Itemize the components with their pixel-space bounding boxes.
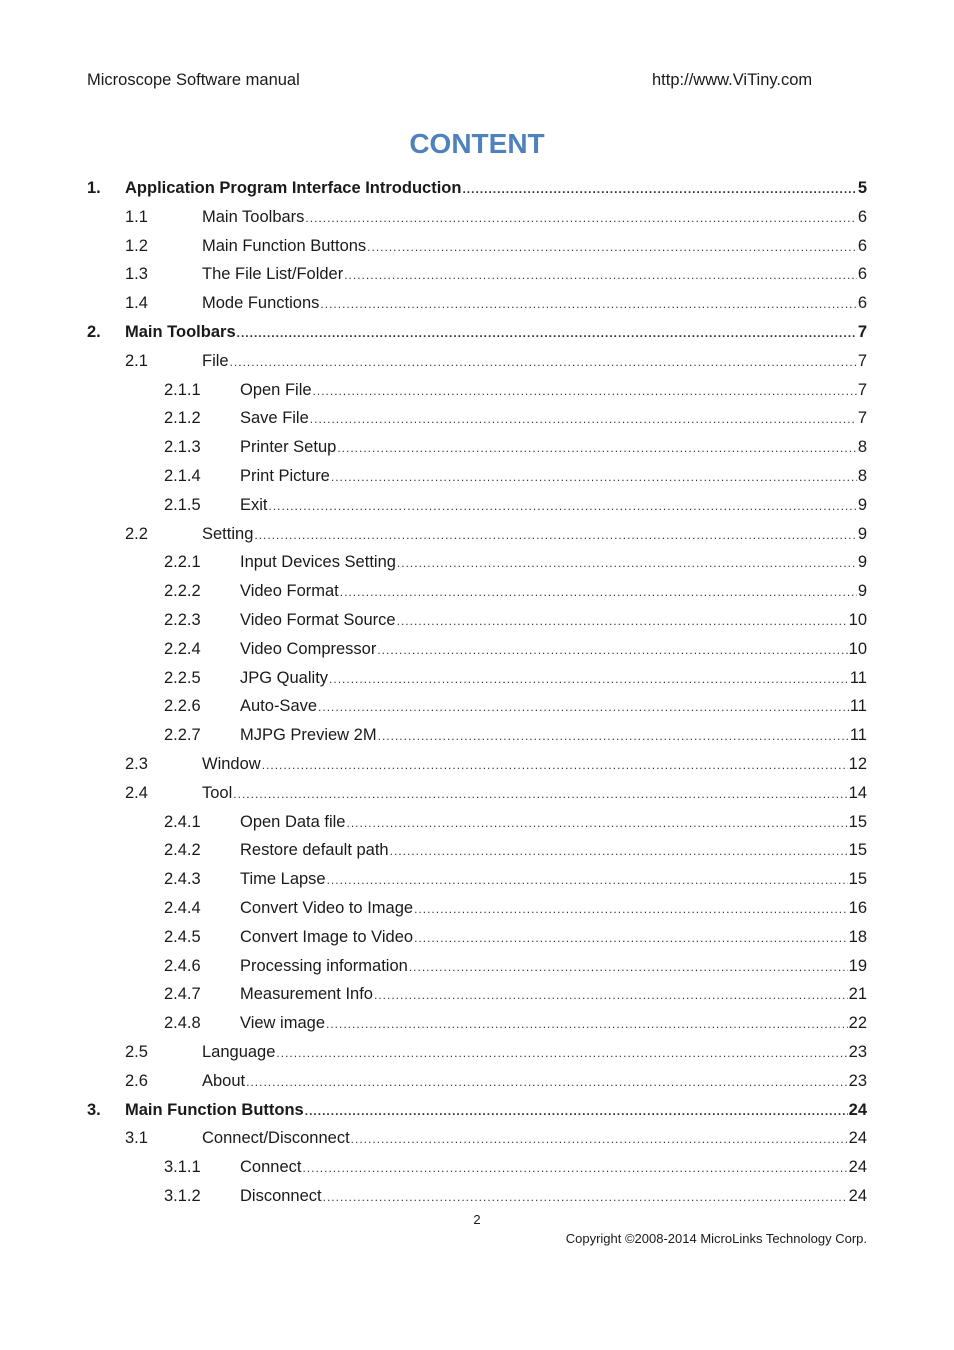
toc-dot-leader <box>276 1039 847 1068</box>
toc-entry-page: 21 <box>848 985 867 1004</box>
toc-entry-title: Time Lapse <box>240 870 326 889</box>
header-document-title: Microscope Software manual <box>87 71 300 89</box>
toc-entry-title: Print Picture <box>240 467 330 485</box>
toc-dot-leader <box>320 290 856 319</box>
toc-dot-leader <box>378 722 849 751</box>
toc-entry-title: Main Toolbars <box>125 323 236 341</box>
toc-dot-leader <box>237 319 857 348</box>
toc-dot-leader <box>340 578 857 607</box>
toc-entry-title: View image <box>240 1014 325 1033</box>
toc-dot-leader <box>246 1068 848 1097</box>
toc-entry-title: MJPG Preview 2M <box>240 726 377 745</box>
copyright-notice: Copyright ©2008-2014 MicroLinks Technology Corp. <box>565 1231 867 1246</box>
toc-dot-leader <box>397 607 848 636</box>
toc-entry-number: 2.6 <box>125 1071 148 1090</box>
toc-entry-number: 2.2.7 <box>164 726 201 745</box>
toc-entry[interactable] <box>0 952 954 981</box>
toc-entry[interactable] <box>0 548 954 577</box>
toc-entry-title: Main Function Buttons <box>125 1100 304 1119</box>
toc-entry-number: 2.3 <box>125 755 148 773</box>
toc-entry[interactable] <box>0 894 954 923</box>
toc-entry-page: 23 <box>848 1043 867 1061</box>
toc-entry-page: 7 <box>857 409 867 428</box>
toc-entry-page: 10 <box>848 611 867 629</box>
toc-dot-leader <box>269 492 857 521</box>
toc-entry-page: 12 <box>848 755 867 773</box>
toc-entry[interactable] <box>0 980 954 1009</box>
toc-entry-page: 11 <box>849 668 867 687</box>
toc-entry-title: Open File <box>240 380 312 399</box>
toc-entry-title: Exit <box>240 495 268 514</box>
toc-entry-title: Language <box>202 1043 276 1061</box>
toc-dot-leader <box>337 434 857 463</box>
toc-entry-number: 1.4 <box>125 294 148 313</box>
toc-entry[interactable] <box>0 779 954 808</box>
toc-entry-title: Mode Functions <box>202 294 320 313</box>
toc-entry[interactable] <box>0 721 954 750</box>
toc-entry-number: 1.1 <box>125 207 148 226</box>
toc-entry-page: 6 <box>857 294 867 313</box>
toc-entry-number: 2.1.1 <box>164 380 201 399</box>
toc-entry-title: Disconnect <box>240 1187 322 1205</box>
toc-dot-leader <box>310 405 857 434</box>
toc-entry[interactable] <box>0 404 954 433</box>
toc-entry[interactable] <box>0 923 954 952</box>
toc-entry[interactable] <box>0 520 954 549</box>
toc-entry-number: 2.4.8 <box>164 1014 201 1033</box>
toc-entry-page: 7 <box>857 323 867 341</box>
toc-entry[interactable] <box>0 635 954 664</box>
toc-dot-leader <box>351 1125 848 1154</box>
toc-entry[interactable] <box>0 1096 954 1125</box>
toc-entry-title: Input Devices Setting <box>240 553 396 572</box>
toc-entry-number: 2.1.3 <box>164 438 201 457</box>
toc-entry[interactable] <box>0 318 954 347</box>
toc-entry[interactable] <box>0 203 954 232</box>
toc-entry[interactable] <box>0 1124 954 1153</box>
toc-entry-title: Tool <box>202 783 233 802</box>
toc-entry-number: 2. <box>87 323 101 341</box>
toc-entry-page: 9 <box>857 524 867 543</box>
toc-entry-title: JPG Quality <box>240 668 329 687</box>
toc-entry-number: 2.2.2 <box>164 582 201 601</box>
toc-entry-title: Processing information <box>240 956 408 975</box>
toc-dot-leader <box>390 837 848 866</box>
toc-entry-number: 2.2.4 <box>164 639 201 658</box>
toc-entry-number: 1. <box>87 179 101 197</box>
toc-entry-title: Main Function Buttons <box>202 236 367 255</box>
toc-entry[interactable] <box>0 692 954 721</box>
toc-entry-page: 24 <box>848 1158 867 1177</box>
toc-entry-title: Save File <box>240 409 309 428</box>
toc-entry-page: 24 <box>848 1129 867 1148</box>
toc-entry[interactable] <box>0 1182 954 1211</box>
toc-entry-number: 2.2 <box>125 524 148 543</box>
toc-entry-number: 1.2 <box>125 236 148 255</box>
toc-entry-title: Printer Setup <box>240 438 337 457</box>
toc-entry-number: 2.4.6 <box>164 956 201 975</box>
toc-dot-leader <box>326 1010 848 1039</box>
toc-entry-number: 2.4.1 <box>164 812 201 831</box>
toc-entry-page: 9 <box>857 582 867 601</box>
toc-dot-leader <box>414 895 848 924</box>
toc-entry-number: 2.4 <box>125 783 148 802</box>
toc-entry[interactable] <box>0 289 954 318</box>
toc-entry-number: 2.1 <box>125 351 148 370</box>
toc-entry-page: 7 <box>857 351 867 370</box>
toc-entry-number: 1.3 <box>125 265 148 284</box>
toc-entry-page: 22 <box>848 1014 867 1033</box>
toc-dot-leader <box>305 204 856 233</box>
toc-entry-page: 6 <box>857 265 867 284</box>
toc-dot-leader <box>262 751 848 780</box>
toc-entry-title: Video Format <box>240 582 339 601</box>
toc-entry-number: 2.4.2 <box>164 841 201 860</box>
toc-entry-number: 2.4.5 <box>164 927 201 946</box>
toc-entry-title: Convert Video to Image <box>240 899 414 917</box>
toc-entry-page: 14 <box>848 783 867 802</box>
toc-entry-page: 11 <box>849 726 867 745</box>
toc-entry[interactable] <box>0 260 954 289</box>
toc-entry-page: 8 <box>857 467 867 485</box>
toc-dot-leader <box>462 175 856 204</box>
toc-entry[interactable] <box>0 174 954 203</box>
toc-entry-number: 2.2.5 <box>164 668 201 687</box>
toc-entry-title: Connect <box>240 1158 302 1177</box>
toc-entry-number: 2.5 <box>125 1043 148 1061</box>
toc-entry-number: 2.4.7 <box>164 985 201 1004</box>
toc-dot-leader <box>323 1183 848 1212</box>
toc-dot-leader <box>414 924 848 953</box>
toc-entry-number: 2.1.4 <box>164 467 201 485</box>
toc-entry-page: 9 <box>857 495 867 514</box>
toc-entry[interactable] <box>0 664 954 693</box>
toc-entry[interactable] <box>0 577 954 606</box>
toc-entry-page: 15 <box>848 841 867 860</box>
header-website-url[interactable]: http://www.ViTiny.com <box>652 71 813 89</box>
toc-entry-number: 2.1.2 <box>164 409 201 428</box>
toc-entry-number: 3.1.2 <box>164 1187 201 1205</box>
toc-entry-page: 9 <box>857 553 867 572</box>
toc-entry-number: 2.2.6 <box>164 697 201 716</box>
toc-entry-title: Restore default path <box>240 841 389 860</box>
toc-entry-number: 3.1.1 <box>164 1158 201 1177</box>
toc-entry-page: 19 <box>848 956 867 975</box>
toc-entry-page: 24 <box>848 1100 867 1119</box>
toc-entry[interactable] <box>0 1009 954 1038</box>
toc-entry-number: 3. <box>87 1100 101 1119</box>
toc-entry-page: 6 <box>857 207 867 226</box>
toc-entry-page: 7 <box>857 380 867 399</box>
toc-entry-number: 2.2.1 <box>164 553 201 572</box>
toc-entry-page: 16 <box>848 899 867 917</box>
toc-entry-page: 24 <box>848 1187 867 1205</box>
toc-entry[interactable] <box>0 1067 954 1096</box>
toc-entry-title: Connect/Disconnect <box>202 1129 350 1148</box>
toc-dot-leader <box>305 1097 848 1126</box>
toc-dot-leader <box>344 261 857 290</box>
toc-entry[interactable] <box>0 433 954 462</box>
toc-entry[interactable] <box>0 347 954 376</box>
toc-entry-page: 11 <box>849 697 867 716</box>
toc-entry-page: 18 <box>848 927 867 946</box>
toc-dot-leader <box>409 953 848 982</box>
toc-dot-leader <box>254 521 856 550</box>
page-number: 2 <box>473 1212 481 1227</box>
toc-dot-leader <box>331 463 857 492</box>
toc-entry-number: 2.4.4 <box>164 899 201 917</box>
toc-entry-title: Main Toolbars <box>202 207 305 226</box>
toc-entry-page: 8 <box>857 438 867 457</box>
toc-entry-number: 2.2.3 <box>164 611 201 629</box>
toc-entry[interactable] <box>0 1038 954 1067</box>
page-title: CONTENT <box>409 128 545 159</box>
toc-entry[interactable] <box>0 462 954 491</box>
toc-entry-number: 3.1 <box>125 1129 148 1148</box>
toc-dot-leader <box>367 233 857 262</box>
toc-entry[interactable] <box>0 836 954 865</box>
toc-entry-page: 10 <box>848 639 867 658</box>
toc-entry[interactable] <box>0 606 954 635</box>
toc-entry-title: Video Format Source <box>240 611 396 629</box>
toc-dot-leader <box>374 981 848 1010</box>
toc-dot-leader <box>233 780 847 809</box>
toc-entry-title: Application Program Interface Introduction <box>125 179 462 197</box>
toc-entry-number: 2.4.3 <box>164 870 201 889</box>
toc-entry-page: 15 <box>848 870 867 889</box>
toc-entry-page: 5 <box>857 179 867 197</box>
toc-dot-leader <box>377 636 847 665</box>
toc-dot-leader <box>346 809 847 838</box>
toc-entry-page: 15 <box>848 812 867 831</box>
toc-entry[interactable] <box>0 232 954 261</box>
toc-dot-leader <box>329 665 849 694</box>
toc-entry-title: Auto-Save <box>240 697 318 716</box>
toc-dot-leader <box>302 1154 847 1183</box>
toc-entry-title: Measurement Info <box>240 985 373 1004</box>
toc-dot-leader <box>230 348 857 377</box>
toc-dot-leader <box>397 549 857 578</box>
toc-entry[interactable] <box>0 1153 954 1182</box>
toc-entry-title: File <box>202 351 229 370</box>
toc-entry[interactable] <box>0 491 954 520</box>
toc-entry[interactable] <box>0 808 954 837</box>
toc-dot-leader <box>313 377 857 406</box>
toc-dot-leader <box>318 693 849 722</box>
toc-entry-title: The File List/Folder <box>202 265 344 284</box>
toc-entry-number: 2.1.5 <box>164 495 201 514</box>
toc-entry-title: Open Data file <box>240 812 346 831</box>
toc-entry-page: 6 <box>857 236 867 255</box>
toc-entry-title: Window <box>202 755 261 773</box>
toc-entry-title: About <box>202 1071 246 1090</box>
toc-entry-title: Convert Image to Video <box>240 927 414 946</box>
toc-dot-leader <box>327 866 848 895</box>
toc-entry-title: Video Compressor <box>240 639 377 658</box>
toc-entry[interactable] <box>0 750 954 779</box>
toc-entry-title: Setting <box>202 524 254 543</box>
toc-entry[interactable] <box>0 865 954 894</box>
toc-entry[interactable] <box>0 376 954 405</box>
toc-entry-page: 23 <box>848 1071 867 1090</box>
